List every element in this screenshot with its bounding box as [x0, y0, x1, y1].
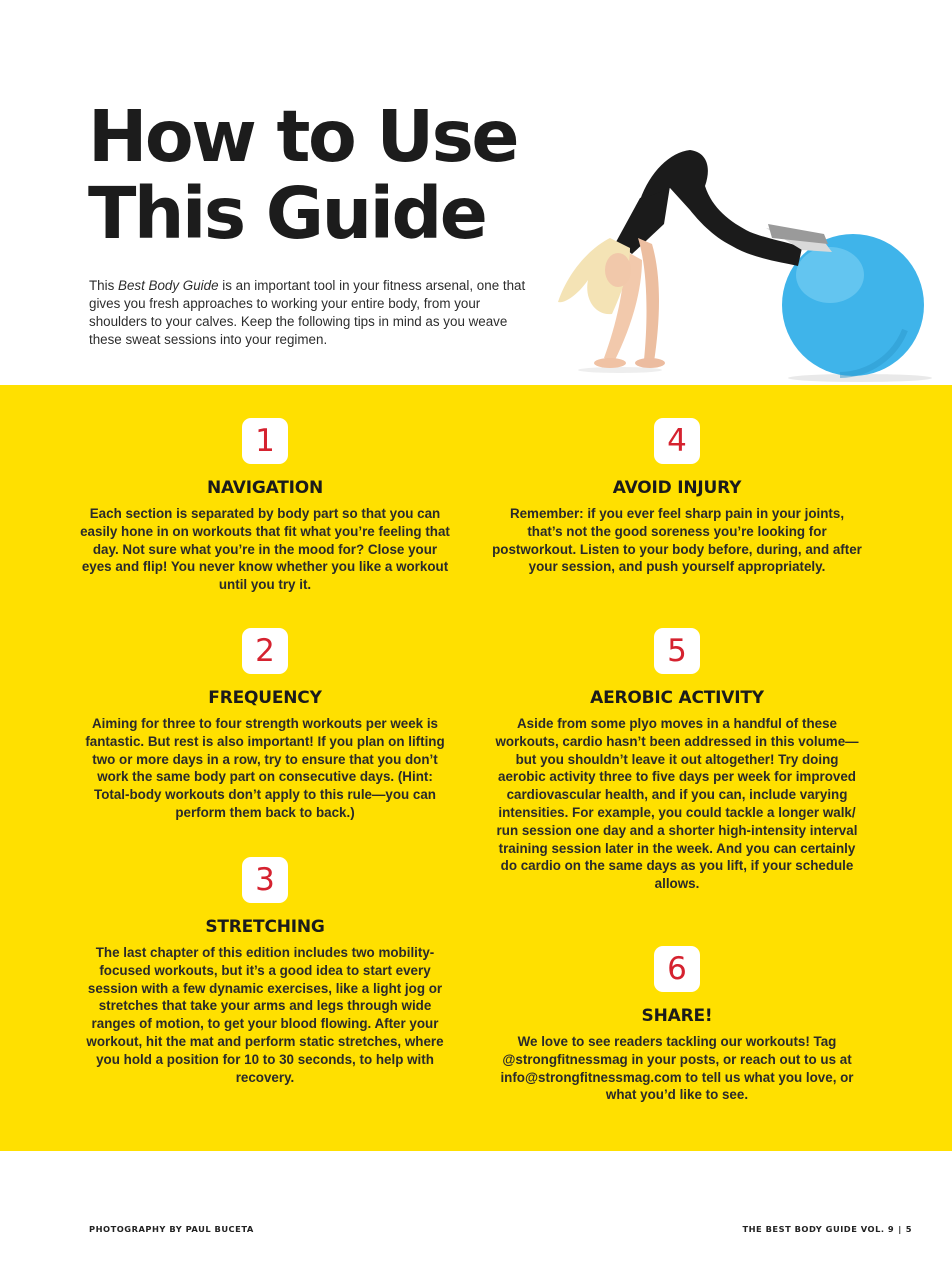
tip-heading: STRETCHING	[205, 917, 325, 937]
page-title	[88, 95, 518, 255]
intro-lead: This	[89, 278, 119, 293]
tip-avoid-injury	[492, 418, 862, 576]
footer-separator: |	[898, 1224, 902, 1234]
tip-heading: NAVIGATION	[206, 478, 324, 498]
woman-on-stability-ball-photo	[540, 130, 952, 385]
tip-navigation	[80, 418, 450, 594]
tip-number-badge: 6	[654, 946, 700, 992]
tip-frequency	[80, 628, 450, 822]
page-footer	[742, 1224, 912, 1234]
tip-body: Each section is separated by body part so that you can easily hone in on workouts that fit what you’re feeling that day. Not sure what you’re in the mood for? Close your eyes and flip! You never know whether you like a workout until you try it.	[80, 506, 450, 593]
tip-number-badge: 4	[654, 418, 700, 464]
tip-number-badge: 5	[654, 628, 700, 674]
tip-body: Aiming for three to four strength workouts per week is fantastic. But rest is also important! If you plan on lifting two or more days in a row, try to ensure that you don’t work the same body part on consecutive days. (Hint: Total-body workouts don’t apply to this rule—you can perform them back to back.)	[85, 716, 445, 820]
tip-aerobic-activity	[492, 628, 862, 893]
tip-stretching	[80, 857, 450, 1086]
tip-body: The last chapter of this edition includes two mobility-focused workouts, but it’s a good idea to start every session with a few dynamic exercises, like a light jog or stretches that take your arms and legs through wide ranges of motion, to get your blood flowing. After your workout, hit the mat and perform static stretches, where you hold a position for 10 to 30 seconds, to help with recovery.	[86, 945, 444, 1085]
page-title-line-1: How to Use	[88, 95, 518, 178]
intro-paragraph	[89, 277, 534, 349]
tip-body: Aside from some plyo moves in a handful of these workouts, cardio hasn’t been addressed in this volume—but you shouldn’t leave it out altogether! Try doing aerobic activity three to five days per week for improved cardiovascular health, and if you can, include varying intensities. For example, you could tackle a longer walk/ run session one day and a shorter high-intensity interval training session later in the week. And you can certainly do cardio on the same days as you lift, if your schedule allows.	[495, 716, 859, 892]
tip-number-badge: 2	[242, 628, 288, 674]
page-number: 5	[905, 1224, 912, 1234]
tip-share	[492, 946, 862, 1104]
tip-body: Remember: if you ever feel sharp pain in your joints, that’s not the good soreness you’re looking for postworkout. Listen to your body before, during, and after your session, and push yourself appropriately.	[492, 506, 862, 575]
tip-number-badge: 1	[242, 418, 288, 464]
tip-heading: FREQUENCY	[208, 688, 322, 708]
intro-text: is an important tool in your fitness arsenal, one that gives you fresh approaches to working your entire body, from your shoulders to your calves. Keep the following tips in mind as you weave these sweat sessions into your regimen.	[89, 278, 526, 347]
photo-credit: PHOTOGRAPHY BY PAUL BUCETA	[89, 1224, 254, 1234]
tip-heading: AVOID INJURY	[612, 478, 742, 498]
tip-heading: SHARE!	[641, 1006, 713, 1026]
tip-number-badge: 3	[242, 857, 288, 903]
intro-guide-name: Best Body Guide	[118, 278, 219, 293]
publication-name: THE BEST BODY GUIDE VOL. 9	[742, 1224, 895, 1234]
page-title-line-2: This Guide	[88, 172, 486, 255]
tip-body: We love to see readers tackling our workouts! Tag @strongfitnessmag in your posts, or reach out to us at info@strongfitnessmag.com to tell us what you love, or what you’d like to see.	[500, 1034, 854, 1103]
tip-heading: AEROBIC ACTIVITY	[590, 688, 764, 708]
